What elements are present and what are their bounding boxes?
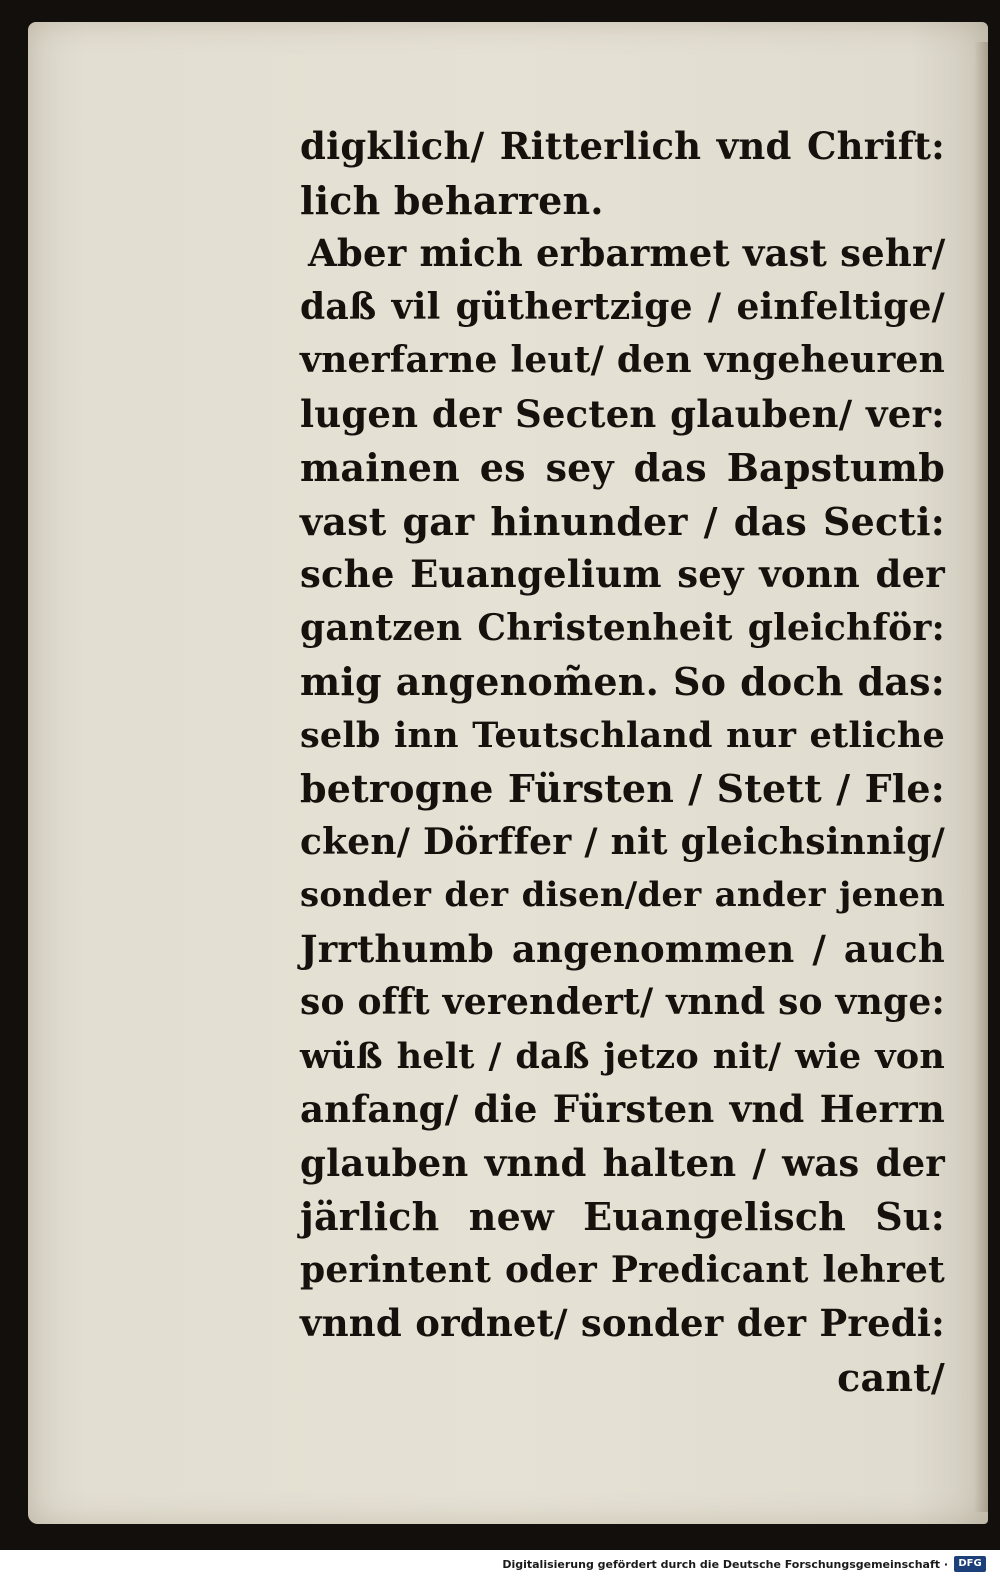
text-line-4: daß vil güthertzige / einfeltige/ — [300, 285, 945, 328]
text-line-16: Jrrthumb angenommen / auch — [300, 926, 945, 971]
text-line-20: glauben vnnd halten / was der — [300, 1140, 945, 1185]
text-line-1: digklich/ Ritterlich vnd Chrift: — [300, 124, 945, 168]
text-line-5: vnerfarne leut/ den vngeheuren — [300, 339, 945, 381]
text-line-6: lugen der Secten glauben/ ver: — [300, 391, 945, 436]
text-line-3: Aber mich erbarmet vast sehr/ — [308, 231, 946, 275]
text-line-15: sonder der disen/der ander jenen — [300, 875, 945, 915]
text-line-10: gantzen Christenheit gleichför: — [300, 606, 945, 649]
text-line-9: sche Euangelium sey vonn der — [300, 552, 945, 596]
text-line-14: cken/ Dörffer / nit gleichsinnig/ — [300, 820, 945, 863]
catchword: cant/ — [837, 1354, 945, 1400]
text-line-22: perintent oder Predicant lehret — [300, 1248, 945, 1291]
page-text-block — [300, 120, 945, 1404]
text-line-17: so offt verendert/ vnnd so vnge: — [300, 981, 945, 1023]
text-line-11: mig angenom̃en. So doch das: — [300, 659, 945, 704]
text-line-23: vnnd ordnet/ sonder der Predi: — [300, 1301, 945, 1345]
text-line-7: mainen es sey das Bapstumb — [300, 445, 945, 490]
text-line-19: anfang/ die Fürsten vnd Herrn — [300, 1087, 945, 1131]
text-line-13: betrogne Fürsten / Stett / Fle: — [300, 766, 945, 811]
funding-credit: Digitalisierung gefördert durch die Deutsche Forschungsgemeinschaft · — [502, 1558, 948, 1571]
text-line-18: wüß helt / daß jetzo nit/ wie von — [300, 1035, 945, 1077]
text-line-8: vast gar hinunder / das Secti: — [300, 498, 945, 544]
dfg-logo-icon: DFG — [954, 1556, 986, 1572]
page-edge-shadow — [974, 42, 988, 1512]
text-line-12: selb inn Teutschland nur etliche — [300, 714, 945, 756]
digitization-footer — [0, 1550, 1000, 1587]
text-line-2: lich beharren. — [300, 177, 604, 223]
text-line-21: järlich new Euangelisch Su: — [300, 1194, 945, 1239]
